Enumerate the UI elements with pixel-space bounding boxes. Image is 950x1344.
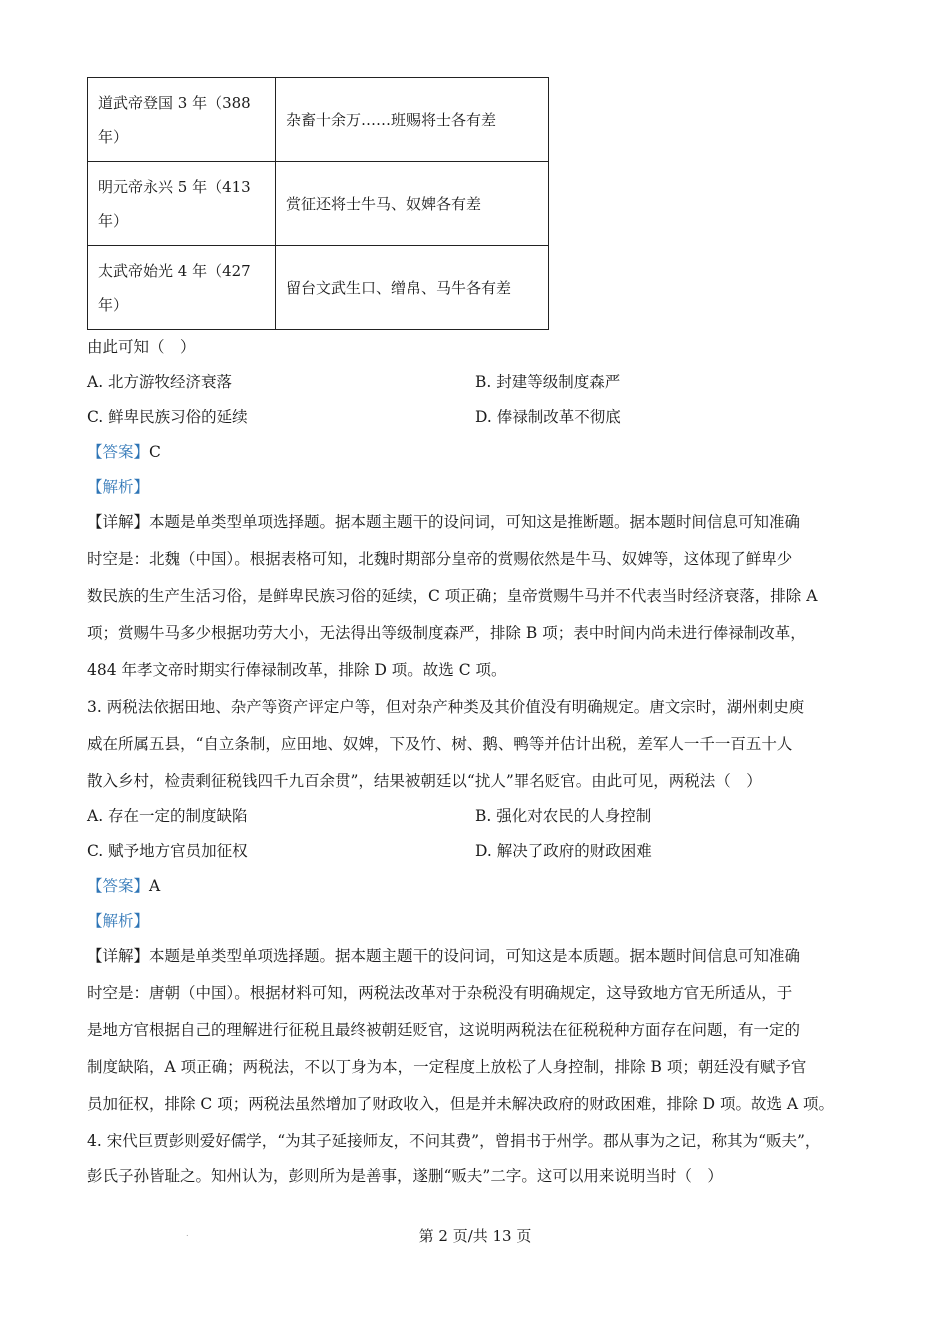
q2-option-b: B. 封建等级制度森严: [475, 373, 621, 391]
q2-detail-line: 数民族的生产生活习俗，是鲜卑民族习俗的延续，C 项正确；皇帝赏赐牛马并不代表当时经济衰落，排除 A: [87, 587, 818, 605]
q2-option-d: D. 俸禄制改革不彻底: [475, 408, 621, 426]
q2-detail-line: 时空是：北魏（中国）。根据表格可知，北魏时期部分皇帝的赏赐依然是牛马、奴婢等，这体现了鲜卑少: [87, 550, 793, 568]
q3-detail-line: 【详解】本题是单类型单项选择题。据本题主题干的设问词，可知这是本质题。据本题时间信息可知准确: [87, 947, 801, 965]
q3-stem-line: 威在所属五县，“自立条制，应田地、奴婢，下及竹、树、鹅、鸭等并估计出税，差军人一千一百五十人: [87, 735, 793, 753]
q3-stem-line: 3. 两税法依据田地、杂产等资产评定户等，但对杂产种类及其价值没有明确规定。唐文宗时，湖州刺史庾: [87, 698, 805, 716]
content-cell: 留台文武生口、缯帛、马牛各有差: [276, 246, 549, 330]
q3-option-b: B. 强化对农民的人身控制: [475, 807, 652, 825]
q3-detail-line: 员加征权，排除 C 项；两税法虽然增加了财政收入，但是并未解决政府的财政困难，排除 D 项。故选 A 项。: [87, 1095, 835, 1113]
q2-analysis-tag: 【解析】: [87, 478, 150, 496]
time-cell: 道武帝登国 3 年（388 年）: [88, 78, 276, 162]
answer-tag: 【答案】: [87, 877, 150, 895]
table-row: [88, 78, 549, 162]
q2-option-a: A. 北方游牧经济衰落: [87, 373, 233, 391]
q4-stem-line: 彭氏子孙皆耻之。知州认为，彭则所为是善事，遂删“贩夫”二字。这可以用来说明当时（ ）: [87, 1167, 723, 1185]
time-cell: 明元帝永兴 5 年（413 年）: [88, 162, 276, 246]
q3-option-d: D. 解决了政府的财政困难: [475, 842, 652, 860]
q3-detail-line: 制度缺陷，A 项正确；两税法，不以丁身为本，一定程度上放松了人身控制，排除 B 项；朝廷没有赋予官: [87, 1058, 807, 1076]
q3-answer: [87, 875, 160, 897]
q3-option-a: A. 存在一定的制度缺陷: [87, 807, 248, 825]
answer-value: A: [149, 877, 161, 895]
q3-option-c: C. 赋予地方官员加征权: [87, 842, 248, 860]
reward-table: [87, 77, 549, 330]
answer-value: C: [149, 443, 161, 461]
q3-detail-line: 是地方官根据自己的理解进行征税且最终被朝廷贬官，这说明两税法在征税税种方面存在问题，有一定的: [87, 1021, 801, 1039]
q2-detail-line: 【详解】本题是单类型单项选择题。据本题主题干的设问词，可知这是推断题。据本题时间信息可知准确: [87, 513, 801, 531]
q2-detail-line: 484 年孝文帝时期实行俸禄制改革，排除 D 项。故选 C 项。: [87, 661, 507, 679]
q2-answer: [87, 441, 161, 463]
time-cell: 太武帝始光 4 年（427 年）: [88, 246, 276, 330]
q2-detail-line: 项；赏赐牛马多少根据功劳大小，无法得出等级制度森严，排除 B 项；表中时间内尚未进行俸禄制改革，: [87, 624, 806, 642]
q4-stem-line: 4. 宋代巨贾彭则爱好儒学，“为其子延接师友，不问其费”，曾捐书于州学。郡从事为之记，称其为“贩夫”，: [87, 1132, 821, 1150]
q3-analysis-tag: 【解析】: [87, 912, 150, 930]
content-cell: 杂畜十余万……班赐将士各有差: [276, 78, 549, 162]
q2-option-c: C. 鲜卑民族习俗的延续: [87, 408, 248, 426]
q3-detail-line: 时空是：唐朝（中国）。根据材料可知，两税法改革对于杂税没有明确规定，这导致地方官无所适从，于: [87, 984, 793, 1002]
page-footer: 第 2 页/共 13 页: [418, 1227, 532, 1245]
q2-stem: 由此可知（ ）: [87, 338, 196, 356]
decorative-dot: .: [186, 1229, 189, 1238]
content-cell: 赏征还将士牛马、奴婢各有差: [276, 162, 549, 246]
q3-stem-line: 散入乡村，检责剩征税钱四千九百余贯”，结果被朝廷以“扰人”罪名贬官。由此可见，两税法（ ）: [87, 772, 762, 790]
table-row: [88, 162, 549, 246]
answer-tag: 【答案】: [87, 443, 150, 461]
table-row: [88, 246, 549, 330]
